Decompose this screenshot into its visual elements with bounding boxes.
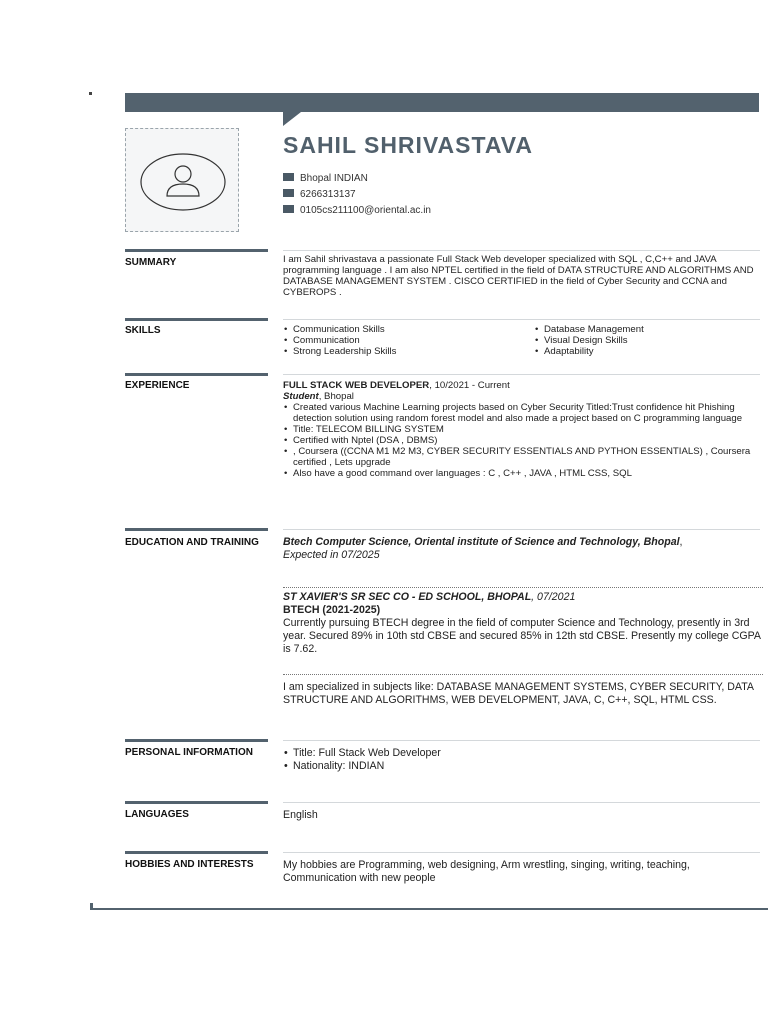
hobbies-rule-right [283,852,760,853]
education-divider [283,587,763,588]
skills-right-column [534,324,764,357]
header-bar-notch [283,112,301,126]
education-entry-1 [283,536,761,562]
experience-bullet: • Also have a good command over languages : C , C++ , JAVA , HTML CSS, SQL [283,468,761,479]
personal-rule-right [283,740,760,741]
email-text: 0105cs211100@oriental.ac.in [300,205,431,216]
personal-block [283,747,761,773]
hobbies-text: My hobbies are Programming, web designing, Arm wrestling, singing, writing, teaching, Communication with new people [283,859,690,884]
experience-bullet: • Title: TELECOM BILLING SYSTEM [283,424,761,435]
education-rule [125,528,268,531]
header-bar [125,93,759,112]
skill-item: • Strong Leadership Skills [283,346,513,357]
experience-bullet: • Created various Machine Learning projects based on Cyber Security Titled:Trust confidence hit Phishing detection solution using random forest model and also made a project based on C programming language [283,402,761,424]
location-text: Bhopal INDIAN [300,173,368,184]
candidate-name: SAHIL SHRIVASTAVA [283,132,533,158]
languages-rule [125,801,268,804]
experience-rule [125,373,268,376]
job-role: Student [283,391,319,402]
summary-rule [125,249,268,252]
education-label: EDUCATION AND TRAINING [125,537,259,548]
education-2-degree: BTECH (2021-2025) [283,604,381,616]
job-title: FULL STACK WEB DEVELOPER [283,380,430,391]
page-bottom-line [92,908,768,910]
email-icon [283,205,294,213]
phone-text: 6266313137 [300,189,356,200]
education-2-text: Currently pursuing BTECH degree in the field of computer Science and Technology, presently in 3rd year. Secured 89% in 10th std CBSE and secured 85% in 12th std CBSE. Presently my college CGPA is 7.62. [283,617,761,655]
skills-label: SKILLS [125,325,161,336]
languages-label: LANGUAGES [125,809,189,820]
summary-label: SUMMARY [125,257,177,268]
hobbies-label: HOBBIES AND INTERESTS [125,859,254,870]
skills-rule-right [283,319,760,320]
experience-bullet: • Certified with Nptel (DSA , DBMS) [283,435,761,446]
personal-label: PERSONAL INFORMATION [125,747,253,758]
education-divider [283,674,763,675]
skills-rule [125,318,268,321]
skill-item: • Communication [283,335,513,346]
skill-item: • Communication Skills [283,324,513,335]
email-line [283,205,431,216]
skill-item: • Visual Design Skills [534,335,764,346]
experience-label: EXPERIENCE [125,380,190,391]
profile-photo-placeholder [125,128,239,232]
education-2-title: ST XAVIER'S SR SEC CO - ED SCHOOL, BHOPAL [283,591,532,603]
summary-rule-right [283,250,760,251]
experience-block [283,380,761,479]
job-heading [283,380,761,391]
job-role-line [283,391,761,402]
experience-bullet: • , Coursera ((CCNA M1 M2 M3, CYBER SECURITY ESSENTIALS AND PYTHON ESSENTIALS) , Coursera certified , Lets upgrade [283,446,761,468]
avatar-icon [138,152,228,212]
phone-line [283,189,356,200]
education-1-title: Btech Computer Science, Oriental institute of Science and Technology, Bhopal [283,536,680,548]
experience-rule-right [283,374,760,375]
education-entry-3 [283,681,761,707]
job-place: , Bhopal [318,391,354,402]
education-1-punct: , [679,536,683,548]
summary-text: I am Sahil shrivastava a passionate Full Stack Web developer specialized with SQL , C,C++ and JAVA programming language . I am also NPTEL certified in the field of DATA STRUCTURE AND ALGORITHMS AND DATABASE MANAGEMENT SYSTEM . CISCO CERTIFIED in the field of Cyber Security and CCNA and CYBEROPS . [283,254,754,298]
personal-rule [125,739,268,742]
languages-rule-right [283,802,760,803]
education-2-date: , 07/2021 [531,591,576,603]
personal-item: • Title: Full Stack Web Developer [283,747,761,760]
personal-item: • Nationality: INDIAN [283,760,761,773]
skill-item: • Adaptability [534,346,764,357]
skills-left-column [283,324,513,357]
education-rule-right [283,529,760,530]
hobbies-rule [125,851,268,854]
job-dates: , 10/2021 - Current [429,380,510,391]
corner-mark [89,92,92,95]
education-3-text: I am specialized in subjects like: DATABASE MANAGEMENT SYSTEMS, CYBER SECURITY, DATA STRUCTURE AND ALGORITHMS, WEB DEVELOPMENT, JAVA, C, C++, SQL, HTML CSS. [283,681,754,706]
skill-item: • Database Management [534,324,764,335]
education-1-expected: Expected in 07/2025 [283,549,380,561]
location-line [283,173,368,184]
phone-icon [283,189,294,197]
location-pin-icon [283,173,294,181]
languages-text: English [283,809,318,821]
education-entry-2 [283,591,761,656]
